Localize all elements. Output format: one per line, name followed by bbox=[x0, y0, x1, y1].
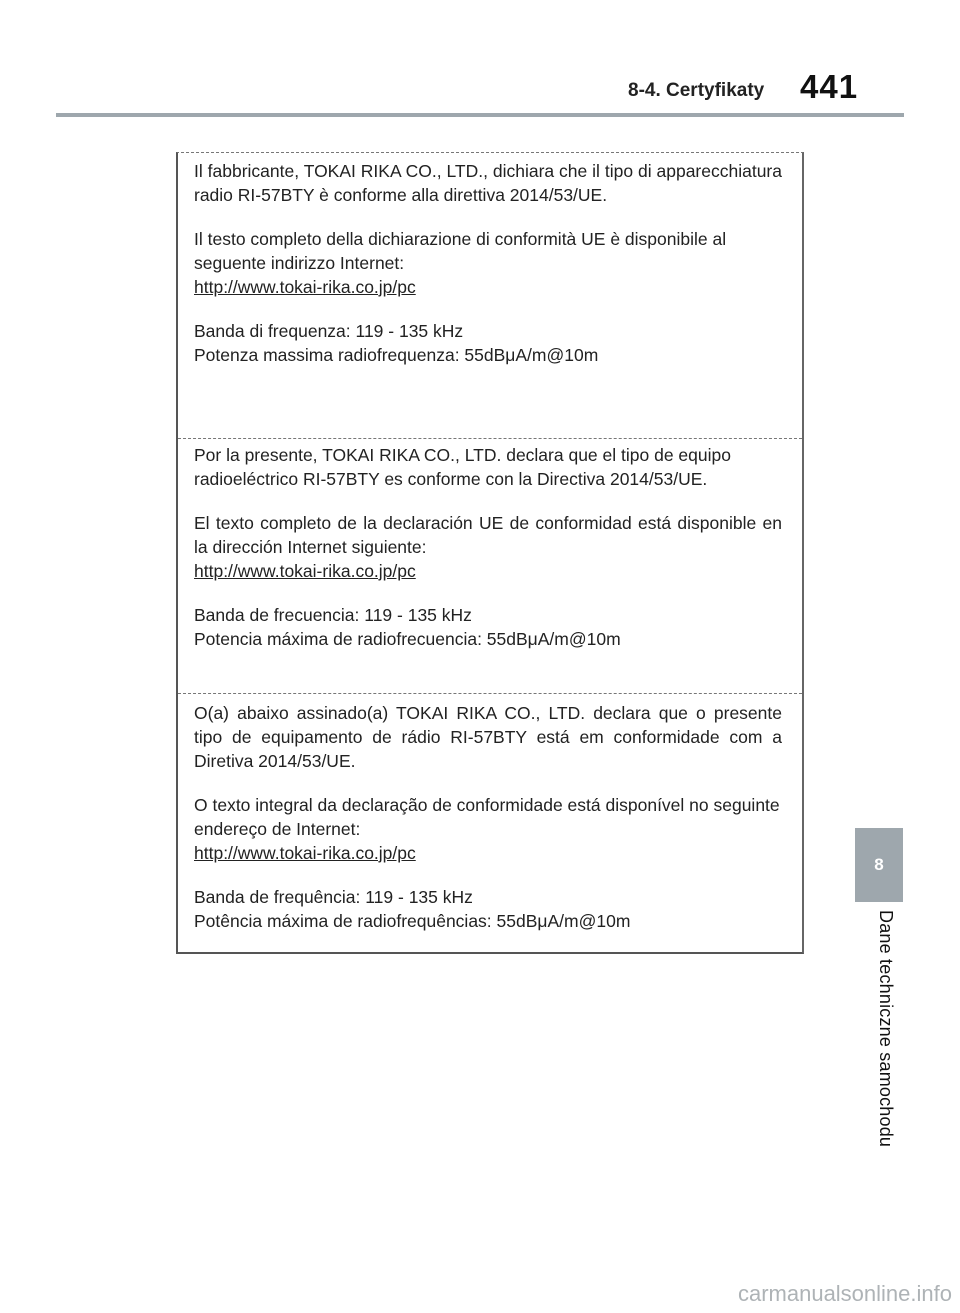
page-number: 441 bbox=[800, 68, 859, 105]
chapter-tab[interactable] bbox=[855, 828, 903, 902]
spanish-declaration bbox=[194, 443, 782, 651]
spanish-max-power: Potencia máxima de radiofrecuencia: 55dBμA/m@10m bbox=[194, 629, 621, 649]
section-divider bbox=[178, 693, 802, 694]
spanish-availability-text: El texto completo de la declaración UE de conformidad está disponible en la dirección Internet siguiente: bbox=[194, 513, 782, 557]
section-title: 8-4. Certyfikaty bbox=[628, 80, 765, 101]
portuguese-url-link[interactable]: http://www.tokai-rika.co.jp/pc bbox=[194, 843, 416, 863]
chapter-title: Dane techniczne samochodu bbox=[876, 910, 896, 1148]
watermark: carmanualsonline.info bbox=[737, 1281, 952, 1306]
italian-availability-text: Il testo completo della dichiarazione di conformità UE è disponibile al seguente indirizzo Internet: bbox=[194, 229, 727, 273]
chapter-number: 8 bbox=[874, 855, 884, 874]
spanish-declaration-text: Por la presente, TOKAI RIKA CO., LTD. declara que el tipo de equipo radioeléctrico RI-57BTY es conforme con la Directiva 2014/53/UE. bbox=[194, 445, 731, 489]
portuguese-frequency-band: Banda de frequência: 119 - 135 kHz bbox=[194, 887, 473, 907]
portuguese-availability-text: O texto integral da declaração de conformidade está disponível no seguinte endereço de Internet: bbox=[194, 795, 780, 839]
spanish-url-link[interactable]: http://www.tokai-rika.co.jp/pc bbox=[194, 561, 416, 581]
italian-declaration bbox=[194, 159, 782, 367]
italian-url-link[interactable]: http://www.tokai-rika.co.jp/pc bbox=[194, 277, 416, 297]
section-divider bbox=[178, 438, 802, 439]
certificate-scan bbox=[176, 152, 804, 954]
spanish-frequency-band: Banda de frecuencia: 119 - 135 kHz bbox=[194, 605, 472, 625]
italian-declaration-text: Il fabbricante, TOKAI RIKA CO., LTD., dichiara che il tipo di apparecchiatura radio RI-57BTY è conforme alla direttiva 2014/53/UE. bbox=[194, 161, 782, 205]
italian-max-power: Potenza massima radiofrequenza: 55dBμA/m@10m bbox=[194, 345, 599, 365]
portuguese-max-power: Potência máxima de radiofrequências: 55dBμA/m@10m bbox=[194, 911, 631, 931]
portuguese-declaration-text: O(a) abaixo assinado(a) TOKAI RIKA CO., LTD. declara que o presente tipo de equipamento de rádio RI-57BTY está em conformidade com a Diretiva 2014/53/UE. bbox=[194, 703, 782, 771]
italian-frequency-band: Banda di frequenza: 119 - 135 kHz bbox=[194, 321, 464, 341]
header-divider bbox=[56, 113, 904, 117]
portuguese-declaration bbox=[194, 701, 782, 933]
